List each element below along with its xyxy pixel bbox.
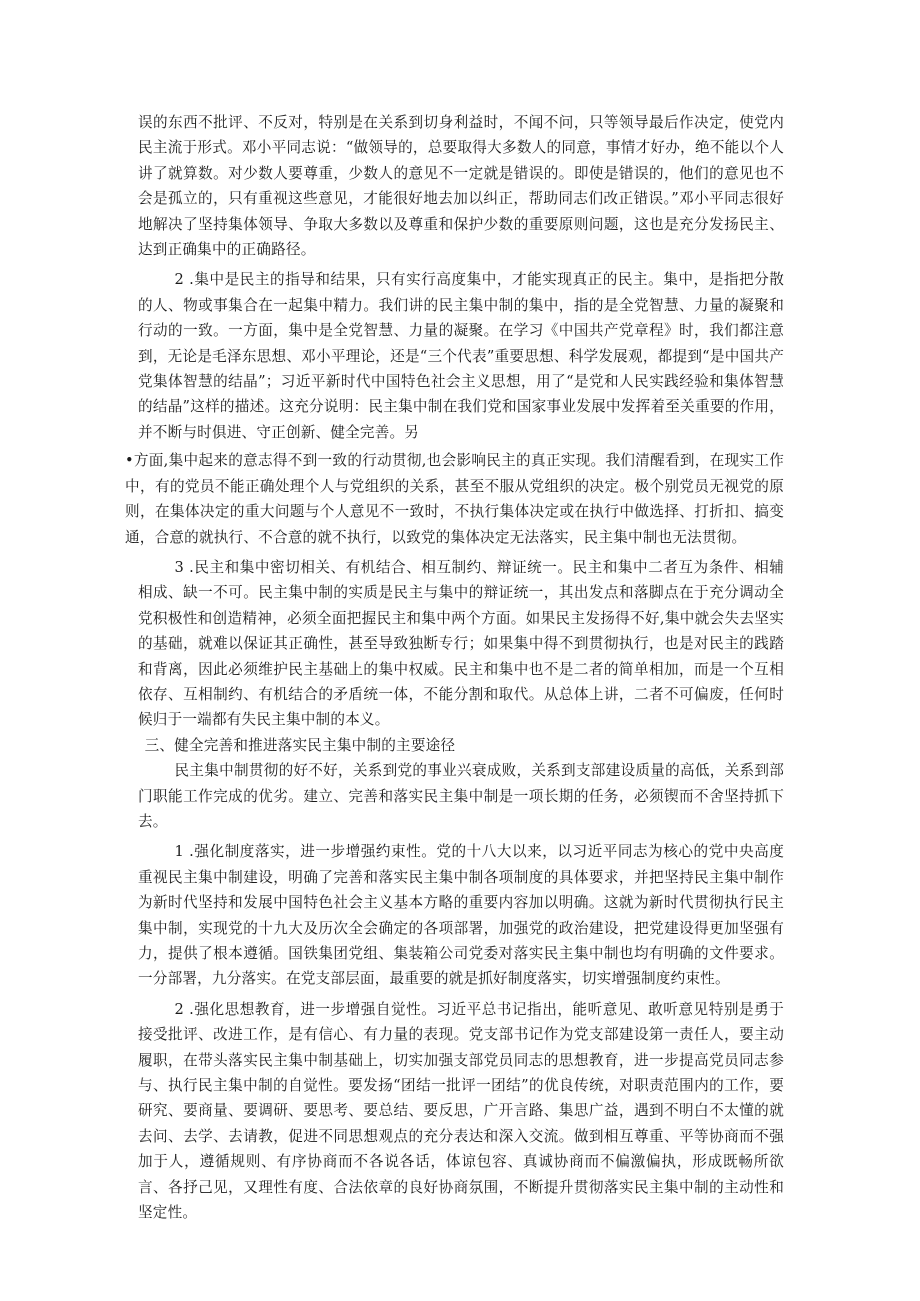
paragraph-section-intro: 民主集中制贯彻的好不好，关系到党的事业兴衰成败，关系到支部建设质量的高低，关系到部门职能工作完成的优劣。建立、完善和落实民主集中制是一项长期的任务，必须锲而不舍坚持抓下去。: [138, 762, 784, 830]
paragraph-point-2-continued: •方面,集中起来的意志得不到一致的行动贯彻,也会影响民主的真正实现。我们清醒看到，在现实工作中，有的党员不能正确处理个人与党组织的关系，甚至不服从党组织的决定。极个别党员无视党的原则，在集体决定的重大问题与个人意见不一致时，不执行集体决定或在执行中做选择、打折扣、搞变通，合意的就执行、不合意的就不执行，以致党的集体决定无法落实，民主集中制也无法贯彻。: [125, 452, 784, 546]
document-body: [125, 110, 784, 1225]
paragraph-point-2: 2 .集中是民主的指导和结果，只有实行高度集中，才能实现真正的民主。集中，是指把分散的人、物或事集合在一起集中精力。我们讲的民主集中制的集中，指的是全党智慧、力量的凝聚和行动的一致。一方面，集中是全党智慧、力量的凝聚。在学习《中国共产党章程》时，我们都注意到，无论是毛泽东思想、邓小平理论，还是“三个代表”重要思想、科学发展观，都提到“是中国共产党集体智慧的结晶”；习近平新时代中国特色社会主义思想，用了“是党和人民实践经验和集体智慧的结晶”这样的描述。这充分说明：民主集中制在我们党和国家事业发展中发挥着至关重要的作用，并不断与时俱进、守正创新、健全完善。另: [138, 271, 784, 441]
paragraph-continuation: 误的东西不批评、不反对，特别是在关系到切身利益时，不闻不问，只等领导最后作决定，使党内民主流于形式。邓小平同志说：“做领导的，总要取得大多数人的同意，事情才好办，绝不能以个人讲了就算数。对少数人要尊重，少数人的意见不一定就是错误的。即使是错误的，他们的意见也不会是孤立的，只有重视这些意见，才能很好地去加以纠正，帮助同志们改正错误。”邓小平同志很好地解决了坚持集体领导、争取大多数以及尊重和保护少数的重要原则问题，这也是充分发扬民主、达到正确集中的正确路径。: [138, 114, 784, 259]
paragraph-measure-1: 1 .强化制度落实，进一步增强约束性。党的十八大以来，以习近平同志为核心的党中央高度重视民主集中制建设，明确了完善和落实民主集中制各项制度的具体要求，并把坚持民主集中制作为新时代坚持和发展中国特色社会主义基本方略的重要内容加以明确。这就为新时代贯彻执行民主集中制，实现党的十九大及历次全会确定的各项部署，加强党的政治建设，把党建设得更加坚强有力，提供了根本遵循。国铁集团党组、集装箱公司党委对落实民主集中制也均有明确的文件要求。一分部署，九分落实。在党支部层面，最重要的就是抓好制度落实，切实增强制度约束性。: [138, 843, 784, 988]
section-heading-3: 三、健全完善和推进落实民主集中制的主要途径: [144, 736, 456, 754]
paragraph-measure-2: 2 .强化思想教育，进一步增强自觉性。习近平总书记指出，能听意见、敢听意见特别是勇于接受批评、改进工作，是有信心、有力量的表现。党支部书记作为党支部建设第一责任人，要主动履职，在带头落实民主集中制基础上，切实加强支部党员同志的思想教育，进一步提高党员同志参与、执行民主集中制的自觉性。要发扬“团结一批评一团结”的优良传统，对职责范围内的工作，要研究、要商量、要调研、要思考、要总结、要反思，广开言路、集思广益，遇到不明白不太懂的就去问、去学、去请教，促进不同思想观点的充分表达和深入交流。做到相互尊重、平等协商而不强加于人，遵循规则、有序协商而不各说各话，体谅包容、真诚协商而不偏激偏执，形成既畅所欲言、各抒己见，又理性有度、合法依章的良好协商氛围，不断提升贯彻落实民主集中制的主动性和坚定性。: [138, 1000, 784, 1222]
paragraph-point-3: 3 .民主和集中密切相关、有机结合、相互制约、辩证统一。民主和集中二者互为条件、相辅相成、缺一不可。民主集中制的实质是民主与集中的辩证统一，其出发点和落脚点在于充分调动全党积极性和创造精神，必须全面把握民主和集中两个方面。如果民主发扬得不好,集中就会失去坚实的基础，就难以保证其正确性，甚至导致独断专行；如果集中得不到贯彻执行，也是对民主的践踏和背离，因此必须维护民主基础上的集中权威。民主和集中也不是二者的简单相加，而是一个互相依存、互相制约、有机结合的矛盾统一体，不能分割和取代。从总体上讲，二者不可偏废，任何时候归于一端都有失民主集中制的本义。: [138, 558, 784, 729]
